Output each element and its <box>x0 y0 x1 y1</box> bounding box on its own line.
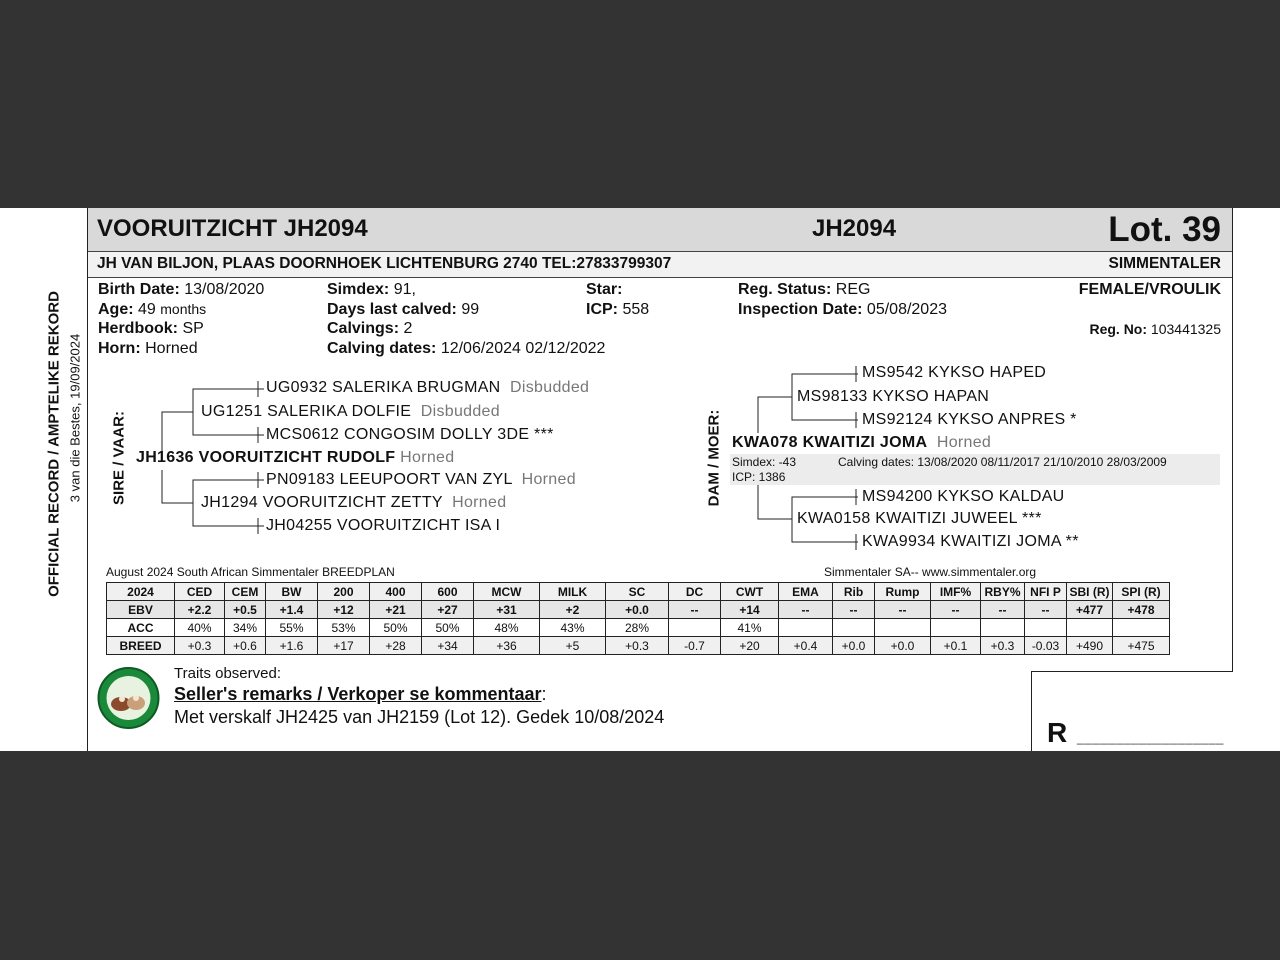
acc-cell <box>1067 619 1113 637</box>
acc-cell <box>1113 619 1170 637</box>
ebv-header-cell: CED <box>175 583 225 601</box>
dam-calving-dates: Calving dates: 13/08/2020 08/11/2017 21/10/2010 28/03/2009 <box>838 455 1167 469</box>
acc-cell: 53% <box>318 619 370 637</box>
dam-icp: ICP: 1386 <box>732 470 786 484</box>
breed-cell: +490 <box>1067 637 1113 655</box>
breeder-info: JH VAN BILJON, PLAAS DOORNHOEK LICHTENBURG 2740 TEL:27833799307 <box>97 255 672 272</box>
acc-cell <box>669 619 721 637</box>
ebv-header-cell: MCW <box>474 583 540 601</box>
breedplan-title: August 2024 South African Simmentaler BREEDPLAN <box>106 565 395 579</box>
ebv-cell: +1.4 <box>266 601 318 619</box>
breed-cell: -0.7 <box>669 637 721 655</box>
acc-cell: ACC <box>107 619 175 637</box>
breed-cell: +17 <box>318 637 370 655</box>
breed-cell: +0.3 <box>981 637 1025 655</box>
sellers-remarks: Met verskalf JH2425 van JH2159 (Lot 12). Gedek 10/08/2024 <box>174 707 665 727</box>
breed-row <box>107 637 1170 655</box>
dam-label: DAM / MOER: <box>705 409 723 507</box>
acc-cell <box>1025 619 1067 637</box>
ebv-cell: -- <box>669 601 721 619</box>
breed-cell: +20 <box>721 637 779 655</box>
dam-name: KWA078 KWAITIZI JOMA Horned <box>732 434 992 451</box>
ebv-cell: +0.0 <box>606 601 669 619</box>
sire-dam: JH1294 VOORUITZICHT ZETTY Horned <box>201 494 507 511</box>
acc-cell: 50% <box>422 619 474 637</box>
sellers-remarks-title: Seller's remarks / Verkoper se kommentaar: <box>174 684 547 704</box>
ebv-cell: +2.2 <box>175 601 225 619</box>
sex: FEMALE/VROULIK <box>1078 281 1221 298</box>
breed-cell: +0.6 <box>225 637 266 655</box>
acc-cell: 43% <box>540 619 606 637</box>
birth-date: Birth Date: 13/08/2020 <box>98 281 265 298</box>
ebv-cell: -- <box>1025 601 1067 619</box>
calvings: Calvings: 2 <box>327 320 413 337</box>
ebv-header-cell: EMA <box>779 583 833 601</box>
ebv-cell: +27 <box>422 601 474 619</box>
breed-cell: +36 <box>474 637 540 655</box>
breed-cell: +0.4 <box>779 637 833 655</box>
acc-cell <box>931 619 981 637</box>
breed-cell: -0.03 <box>1025 637 1067 655</box>
ebv-cell: +477 <box>1067 601 1113 619</box>
horn-status: Horn: Horned <box>98 340 198 357</box>
ebv-cell: +31 <box>474 601 540 619</box>
simdex: Simdex: 91, <box>327 281 416 298</box>
simmentaler-logo-icon <box>97 666 160 730</box>
dam-sire-sire: MS9542 KYKSO HAPED <box>862 364 1047 381</box>
sire-label: SIRE / VAAR: <box>110 411 128 505</box>
ebv-header-cell: Rump <box>875 583 931 601</box>
herdbook: Herdbook: SP <box>98 320 204 337</box>
acc-cell: 48% <box>474 619 540 637</box>
animal-name: VOORUITZICHT JH2094 <box>97 215 368 242</box>
ebv-cell: +0.5 <box>225 601 266 619</box>
dam-sire-dam: MS92124 KYKSO ANPRES * <box>862 411 1077 428</box>
dam-sire: MS98133 KYKSO HAPAN <box>797 388 990 405</box>
traits-observed: Traits observed: <box>174 665 281 682</box>
sire-sire-sire: UG0932 SALERIKA BRUGMAN Disbudded <box>266 379 590 396</box>
sire-dam-dam: JH04255 VOORUITZICHT ISA I <box>266 517 501 534</box>
ebv-cell: +12 <box>318 601 370 619</box>
acc-cell <box>833 619 875 637</box>
sire-sire: UG1251 SALERIKA DOLFIE Disbudded <box>201 403 500 420</box>
days-last-calved: Days last calved: 99 <box>327 301 480 318</box>
official-record-label: OFFICIAL RECORD / AMPTELIKE REKORD <box>45 291 63 597</box>
breed-cell: +1.6 <box>266 637 318 655</box>
reg-status: Reg. Status: REG <box>738 281 871 298</box>
price-r-label: R <box>1047 717 1068 748</box>
price-line[interactable]: ___________________ <box>1077 730 1224 745</box>
acc-cell <box>875 619 931 637</box>
breed-cell: +0.3 <box>175 637 225 655</box>
ebv-header-cell: CEM <box>225 583 266 601</box>
sire-dam-sire: PN09183 LEEUPOORT VAN ZYL Horned <box>266 471 576 488</box>
breed-cell: +0.1 <box>931 637 981 655</box>
ebv-header-cell: SC <box>606 583 669 601</box>
ebv-header-cell: RBY% <box>981 583 1025 601</box>
inspection-date: Inspection Date: 05/08/2023 <box>738 301 947 318</box>
ebv-cell: +2 <box>540 601 606 619</box>
lot-number: Lot. 39 <box>1108 210 1221 249</box>
ebv-header-cell: NFI P <box>1025 583 1067 601</box>
ebv-header-cell: Rib <box>833 583 875 601</box>
acc-row <box>107 619 1170 637</box>
ebv-header-cell: 400 <box>370 583 422 601</box>
acc-cell <box>779 619 833 637</box>
logo-text <box>97 734 104 735</box>
breed-cell: +28 <box>370 637 422 655</box>
acc-cell: 40% <box>175 619 225 637</box>
ebv-row <box>107 601 1170 619</box>
ebv-cell: -- <box>779 601 833 619</box>
dam-simdex: Simdex: -43 <box>732 455 797 469</box>
calving-dates: Calving dates: 12/06/2024 02/12/2022 <box>327 340 606 357</box>
breedplan-site: Simmentaler SA-- www.simmentaler.org <box>824 565 1037 579</box>
ebv-header-cell: 200 <box>318 583 370 601</box>
catalogue-card <box>0 208 1280 751</box>
acc-cell: 55% <box>266 619 318 637</box>
ebv-header-cell: DC <box>669 583 721 601</box>
dam-dam: KWA0158 KWAITIZI JUWEEL *** <box>797 510 1042 527</box>
ebv-cell: -- <box>833 601 875 619</box>
ebv-cell: +14 <box>721 601 779 619</box>
ebv-header-cell: IMF% <box>931 583 981 601</box>
ebv-cell: -- <box>875 601 931 619</box>
acc-cell: 41% <box>721 619 779 637</box>
icp: ICP: 558 <box>586 301 650 318</box>
ebv-cell: +21 <box>370 601 422 619</box>
breed-cell: +5 <box>540 637 606 655</box>
reg-number: Reg. No: 103441325 <box>1089 321 1221 337</box>
acc-cell: 28% <box>606 619 669 637</box>
ebv-header-cell: SPI (R) <box>1113 583 1170 601</box>
ebv-table <box>106 582 1170 655</box>
acc-cell <box>981 619 1025 637</box>
breed-cell: BREED <box>107 637 175 655</box>
breed-cell: +475 <box>1113 637 1170 655</box>
sire-name: JH1636 VOORUITZICHT RUDOLF Horned <box>136 449 455 466</box>
ebv-cell: -- <box>981 601 1025 619</box>
ebv-cell: EBV <box>107 601 175 619</box>
acc-cell: 50% <box>370 619 422 637</box>
ebv-header-cell: CWT <box>721 583 779 601</box>
breed-cell: +0.0 <box>875 637 931 655</box>
star: Star: <box>586 281 623 298</box>
ebv-cell: +478 <box>1113 601 1170 619</box>
animal-id: JH2094 <box>812 215 897 242</box>
acc-cell: 34% <box>225 619 266 637</box>
ebv-header-row <box>107 583 1170 601</box>
breed-cell: +0.3 <box>606 637 669 655</box>
ebv-header-cell: 2024 <box>107 583 175 601</box>
sire-sire-dam: MCS0612 CONGOSIM DOLLY 3DE *** <box>266 426 554 443</box>
ebv-header-cell: MILK <box>540 583 606 601</box>
dam-dam-sire: MS94200 KYKSO KALDAU <box>862 488 1065 505</box>
ebv-cell: -- <box>931 601 981 619</box>
breed-cell: +34 <box>422 637 474 655</box>
dam-dam-dam: KWA9934 KWAITIZI JOMA ** <box>862 533 1079 550</box>
ebv-header-cell: SBI (R) <box>1067 583 1113 601</box>
ebv-header-cell: 600 <box>422 583 474 601</box>
breed-cell: +0.0 <box>833 637 875 655</box>
age: Age: 49 months <box>98 301 207 318</box>
breed-name: SIMMENTALER <box>1108 255 1221 272</box>
ebv-header-cell: BW <box>266 583 318 601</box>
side-subtitle: 3 van die Bestes, 19/09/2024 <box>67 333 83 503</box>
